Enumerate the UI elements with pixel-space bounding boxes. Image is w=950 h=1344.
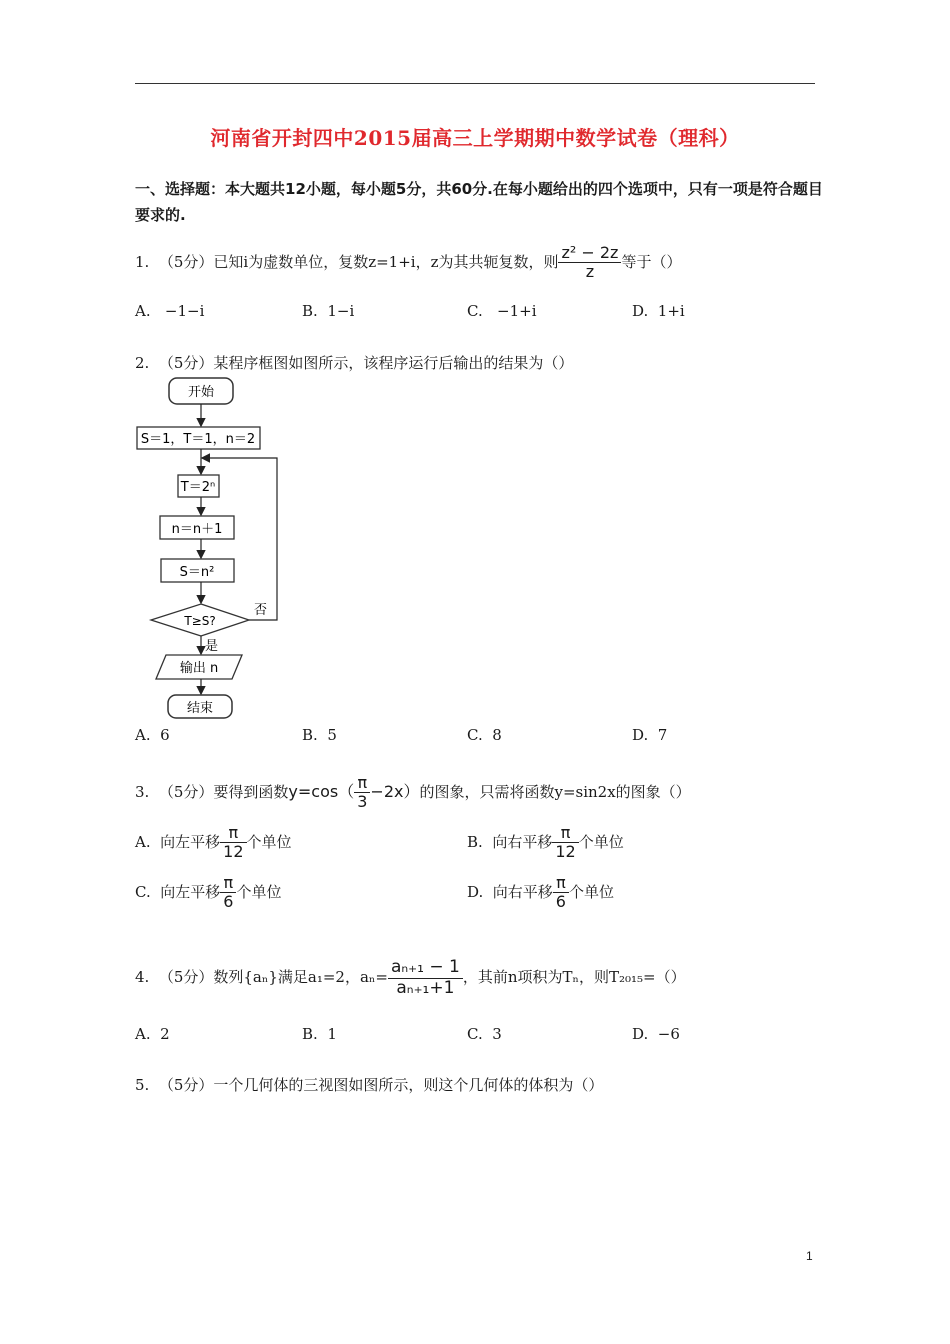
fraction-denominator: aₙ₊₁+1 <box>396 977 455 998</box>
option-suffix: 个单位 <box>568 882 614 901</box>
question-2-stem: 2. （5分）某程序框图如图所示，该程序运行后输出的结果为（） <box>135 354 574 372</box>
page-number: 1 <box>806 1249 813 1263</box>
option-suffix: 个单位 <box>578 832 624 851</box>
option-prefix: B. 向右平移 <box>467 832 553 851</box>
fraction-numerator: π <box>354 774 370 793</box>
fraction-numerator: aₙ₊₁ − 1 <box>388 958 463 979</box>
flow-step1-label: T＝2ⁿ <box>180 480 216 495</box>
q1-option-d: D. 1+i <box>632 302 685 320</box>
flow-yes-label: 是 <box>205 639 219 654</box>
fraction-numerator: π <box>552 824 578 843</box>
flow-init-label: S＝1，T＝1，n＝2 <box>140 432 256 447</box>
q3-option-c <box>135 874 281 912</box>
option-prefix: D. 向右平移 <box>467 882 553 901</box>
fraction-numerator: π <box>553 874 569 893</box>
page-title: 河南省开封四中2015届高三上学期期中数学试卷（理科） <box>210 126 740 150</box>
flowchart <box>130 372 290 722</box>
fraction-numerator: z² − 2z <box>558 244 621 263</box>
fraction-denominator: 12 <box>223 842 244 862</box>
flow-step3-label: S＝n² <box>179 565 215 580</box>
fraction-numerator: π <box>220 824 246 843</box>
flow-output-label: 输出 n <box>179 661 219 676</box>
q3-option-d <box>467 874 614 912</box>
question-4-tail: ，其前n项积为Tₙ，则T₂₀₁₅=（） <box>462 968 686 987</box>
flow-start-label: 开始 <box>187 385 215 400</box>
q4-option-b: B. 1 <box>302 1025 337 1043</box>
q2-option-a: A. 6 <box>135 726 170 744</box>
question-1 <box>135 244 681 282</box>
question-5-stem: 5. （5分）一个几何体的三视图如图所示，则这个几何体的体积为（） <box>135 1076 604 1094</box>
question-1-tail: 等于（） <box>621 252 682 271</box>
q2-option-b: B. 5 <box>302 726 337 744</box>
question-3-fraction <box>354 774 370 812</box>
fraction-denominator: 12 <box>555 842 576 862</box>
question-3-stem: 3. （5分）要得到函数 <box>135 782 289 801</box>
option-suffix: 个单位 <box>246 832 292 851</box>
question-3-tail: 的图象，只需将函数y=sin2x的图象（） <box>419 782 691 801</box>
flow-decision-label: T≥S? <box>184 614 216 628</box>
option-prefix: A. 向左平移 <box>135 832 221 851</box>
question-3-func: y=cos（ <box>288 781 355 801</box>
fraction-denominator: 6 <box>555 892 566 912</box>
fraction-denominator: 6 <box>223 892 234 912</box>
question-4-fraction <box>388 958 463 998</box>
fraction-denominator: 3 <box>357 792 368 812</box>
question-4-stem: 4. （5分）数列{aₙ}满足a₁=2，aₙ= <box>135 968 388 987</box>
flow-end-label: 结束 <box>186 701 214 716</box>
q4-option-d: D. −6 <box>632 1025 680 1043</box>
option-suffix: 个单位 <box>236 882 282 901</box>
section-heading: 一、选择题：本大题共12小题，每小题5分，共60分.在每小题给出的四个选项中，只有一项是符合题目要求的. <box>135 180 823 224</box>
header-rule <box>135 83 815 84</box>
q3-option-a <box>135 824 292 862</box>
question-1-fraction <box>558 244 621 282</box>
q1-option-b: B. 1−i <box>302 302 355 320</box>
q4-option-c: C. 3 <box>467 1025 502 1043</box>
fraction-denominator: z <box>585 262 595 282</box>
question-4 <box>135 958 686 998</box>
question-3-func-tail: −2x） <box>370 781 420 801</box>
q2-option-c: C. 8 <box>467 726 502 744</box>
flow-step2-label: n＝n＋1 <box>171 522 223 537</box>
flow-no-label: 否 <box>254 603 268 618</box>
q4-option-a: A. 2 <box>135 1025 170 1043</box>
q1-option-a: A. −1−i <box>135 302 205 320</box>
option-prefix: C. 向左平移 <box>135 882 221 901</box>
question-3 <box>135 774 691 812</box>
q1-option-c: C. −1+i <box>467 302 537 320</box>
q3-option-b <box>467 824 624 862</box>
q2-option-d: D. 7 <box>632 726 668 744</box>
question-1-stem: 1. （5分）已知i为虚数单位，复数z=1+i，z为其共轭复数，则 <box>135 252 559 271</box>
fraction-numerator: π <box>220 874 236 893</box>
